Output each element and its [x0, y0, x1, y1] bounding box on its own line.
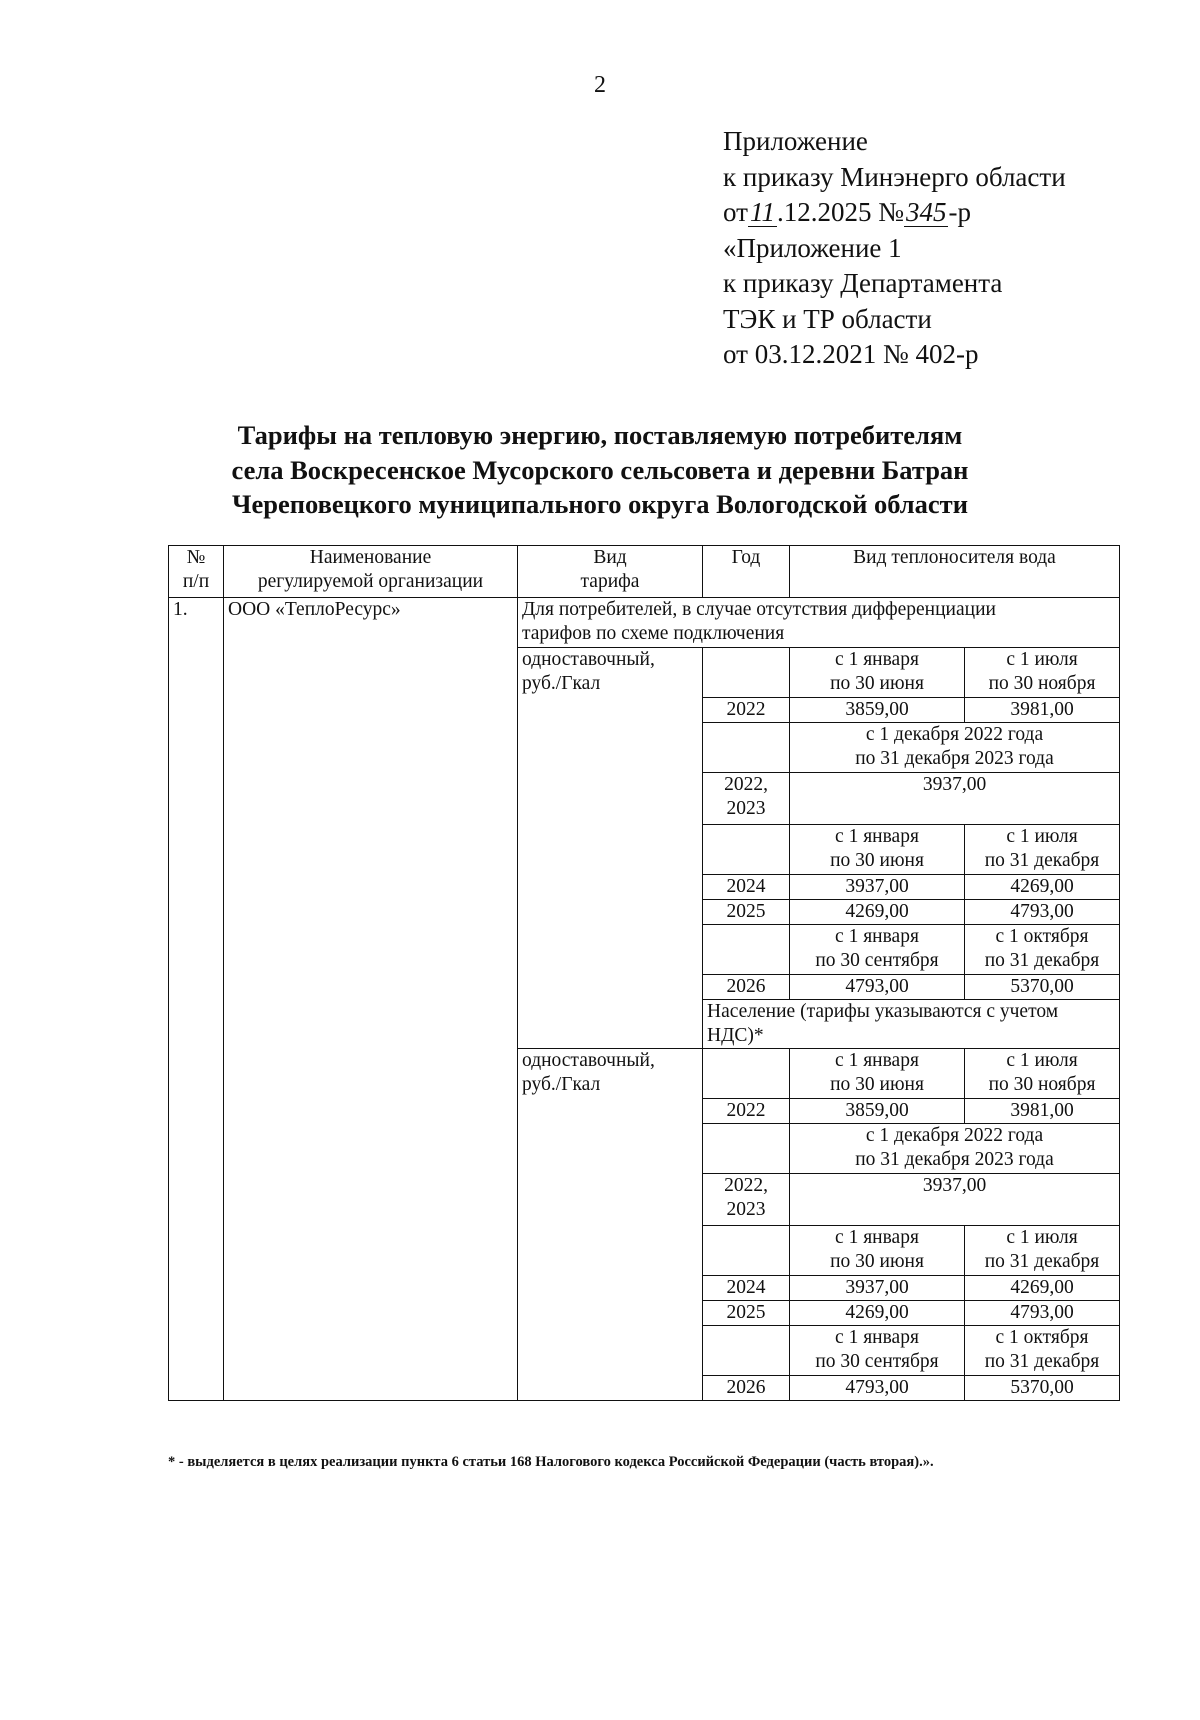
appendix-line: Приложение [723, 126, 868, 156]
value-cell: 5370,00 [965, 975, 1120, 1000]
group-heading: Население (тарифы указываются с учетом НДС)* [703, 1000, 1120, 1049]
appendix-date-line [723, 195, 1066, 231]
table-row [169, 598, 1120, 648]
value-cell: 4269,00 [965, 875, 1120, 900]
year-cell: 2025 [703, 1301, 790, 1326]
table-header-row [169, 546, 1120, 598]
handwritten-day: 11 [749, 197, 775, 227]
period-cell: с 1 января по 30 июня [790, 825, 965, 875]
period-cell: с 1 декабря 2022 года по 31 декабря 2023 года [790, 1124, 1120, 1174]
appendix-line: «Приложение 1 [723, 232, 902, 263]
title-line: Череповецкого муниципального округа Вологодской области [232, 489, 968, 519]
value-cell: 3937,00 [790, 773, 1120, 825]
year-cell: 2024 [703, 1276, 790, 1301]
header-year: Год [703, 546, 790, 598]
empty-year-cell [703, 648, 790, 698]
period-cell: с 1 января по 30 июня [790, 648, 965, 698]
empty-year-cell [703, 1226, 790, 1276]
empty-year-cell [703, 825, 790, 875]
appendix-line: к приказу Минэнерго области [723, 161, 1066, 192]
value-cell: 3937,00 [790, 1276, 965, 1301]
empty-year-cell [703, 1049, 790, 1099]
period-cell: с 1 июля по 31 декабря [965, 1226, 1120, 1276]
appendix-date-suffix: -р [948, 197, 971, 227]
handwritten-number: 345 [905, 197, 947, 227]
value-cell: 4269,00 [790, 900, 965, 925]
value-cell: 3937,00 [790, 1174, 1120, 1226]
value-cell: 3859,00 [790, 698, 965, 723]
year-cell: 2022, 2023 [703, 773, 790, 825]
period-cell: с 1 октября по 31 декабря [965, 1326, 1120, 1376]
document-title [100, 418, 1100, 522]
tariff-type: одноставочный, руб./Гкал [518, 1049, 703, 1401]
organization-name: ООО «ТеплоРесурс» [224, 598, 518, 1401]
period-cell: с 1 июля по 30 ноября [965, 1049, 1120, 1099]
appendix-date-middle: .12.2025 № [776, 197, 904, 227]
header-organization: Наименование регулируемой организации [224, 546, 518, 598]
value-cell: 3981,00 [965, 1099, 1120, 1124]
value-cell: 4793,00 [965, 1301, 1120, 1326]
header-tariff-type: Вид тарифа [518, 546, 703, 598]
period-cell: с 1 января по 30 сентября [790, 1326, 965, 1376]
period-cell: с 1 января по 30 сентября [790, 925, 965, 975]
period-cell: с 1 июля по 30 ноября [965, 648, 1120, 698]
year-cell: 2026 [703, 1376, 790, 1401]
period-cell: с 1 декабря 2022 года по 31 декабря 2023 года [790, 723, 1120, 773]
tariff-type: одноставочный, руб./Гкал [518, 648, 703, 1049]
value-cell: 3937,00 [790, 875, 965, 900]
value-cell: 5370,00 [965, 1376, 1120, 1401]
empty-year-cell [703, 925, 790, 975]
appendix-line: от 03.12.2021 № 402-р [723, 339, 979, 369]
title-line: Тарифы на тепловую энергию, поставляемую потребителям [237, 420, 963, 450]
year-cell: 2024 [703, 875, 790, 900]
year-cell: 2025 [703, 900, 790, 925]
value-cell: 4793,00 [790, 975, 965, 1000]
period-cell: с 1 июля по 31 декабря [965, 825, 1120, 875]
appendix-block [723, 124, 1066, 373]
year-cell: 2022 [703, 698, 790, 723]
value-cell: 4793,00 [790, 1376, 965, 1401]
period-cell: с 1 января по 30 июня [790, 1226, 965, 1276]
empty-year-cell [703, 1124, 790, 1174]
row-number: 1. [169, 598, 224, 1401]
title-line: села Воскресенское Мусорского сельсовета и деревни Батран [231, 454, 969, 485]
value-cell: 3981,00 [965, 698, 1120, 723]
empty-year-cell [703, 723, 790, 773]
tariff-table [168, 545, 1120, 1401]
empty-year-cell [703, 1326, 790, 1376]
value-cell: 4793,00 [965, 900, 1120, 925]
header-number: № п/п [169, 546, 224, 598]
value-cell: 3859,00 [790, 1099, 965, 1124]
year-cell: 2022 [703, 1099, 790, 1124]
period-cell: с 1 октября по 31 декабря [965, 925, 1120, 975]
year-cell: 2026 [703, 975, 790, 1000]
value-cell: 4269,00 [790, 1301, 965, 1326]
appendix-line: ТЭК и ТР области [723, 303, 932, 334]
appendix-date-prefix: от [723, 197, 748, 227]
footnote: * - выделяется в целях реализации пункта 6 статьи 168 Налогового кодекса Российской Федерации (часть вторая).». [168, 1454, 934, 1470]
value-cell: 4269,00 [965, 1276, 1120, 1301]
period-cell: с 1 января по 30 июня [790, 1049, 965, 1099]
group-heading: Для потребителей, в случае отсутствия дифференциации тарифов по схеме подключения [518, 598, 1120, 648]
appendix-line: к приказу Департамента [723, 268, 1003, 298]
page-number: 2 [594, 72, 606, 98]
header-carrier: Вид теплоносителя вода [790, 546, 1120, 598]
year-cell: 2022, 2023 [703, 1174, 790, 1226]
